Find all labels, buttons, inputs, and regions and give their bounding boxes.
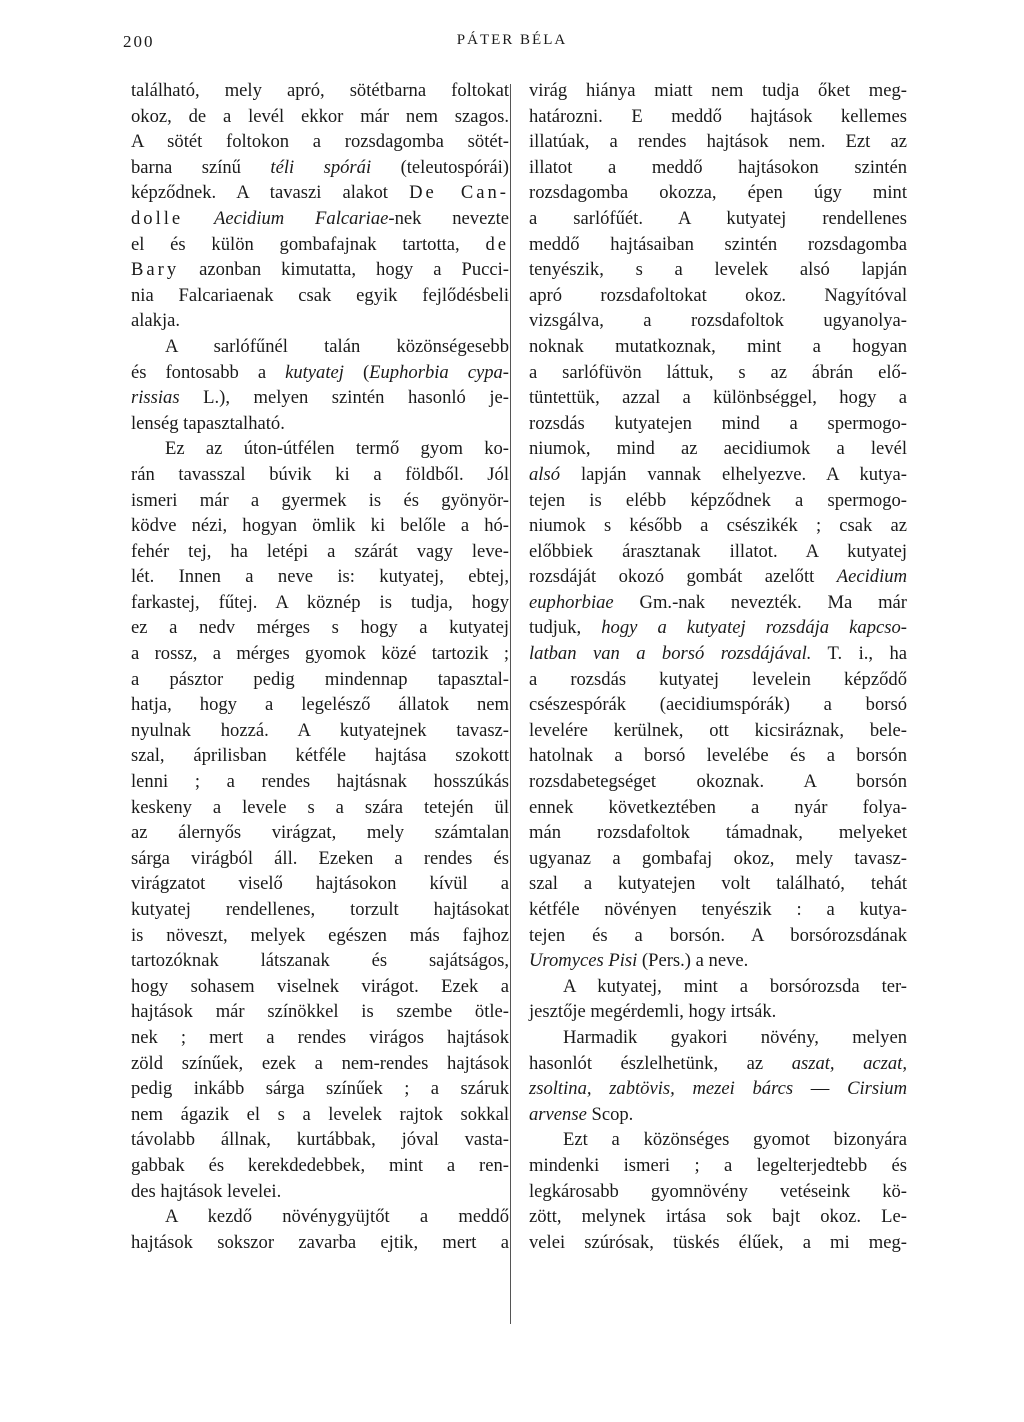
- text-line: [529, 206, 907, 232]
- text-segment: szal, áprilisban kétféle hajtása szokott: [131, 745, 509, 767]
- text-line: [131, 283, 509, 309]
- text-segment: vizsgálva, a rozsdafoltok ugyanolya-: [529, 310, 907, 332]
- text-segment: niumok s később a csészikék ; csak az: [529, 515, 907, 537]
- text-line: [131, 206, 509, 232]
- text-segment: (teleutospórái): [371, 156, 509, 178]
- text-segment: hajtások sokszor zavarba ejtik, mert a: [131, 1231, 509, 1253]
- left-text-column: [131, 78, 509, 1255]
- text-line: [131, 411, 509, 437]
- text-segment: csészespórák (aecidiumspórák) a borsó: [529, 694, 907, 716]
- text-segment: (: [343, 361, 370, 383]
- text-segment: L.), melyen szintén hasonló je-: [179, 387, 509, 409]
- text-segment: lapján vannak elhelyezve. A kutya-: [560, 463, 907, 485]
- text-line: [529, 180, 907, 206]
- text-line: [529, 1102, 907, 1128]
- text-line: [529, 385, 907, 411]
- text-segment: is növeszt, melyek egészen más fajhoz: [131, 924, 509, 946]
- text-segment: apró rozsdafoltokat okoz. Nagyítóval: [529, 284, 907, 306]
- text-segment: (Pers.) a neve.: [637, 950, 749, 972]
- text-line: [131, 1102, 509, 1128]
- italic-term: latban van a borsó rozsdájával.: [529, 643, 812, 665]
- text-segment: határozni. E meddő hajtások kellemes: [529, 105, 907, 127]
- text-line: [131, 1051, 509, 1077]
- text-segment: tejen és a borsón. A borsórozsdának: [529, 924, 907, 946]
- text-line: [529, 129, 907, 155]
- text-line: [131, 129, 509, 155]
- text-segment: azonban kimutatta, hogy a Pucci-: [179, 259, 509, 281]
- text-line: [529, 1051, 907, 1077]
- text-line: [131, 1153, 509, 1179]
- text-segment: tenyészik, s a levelek alsó lapján: [529, 259, 907, 281]
- text-segment: hasonlót észlelhetünk, az: [529, 1052, 792, 1074]
- text-line: [529, 743, 907, 769]
- text-line: [131, 641, 509, 667]
- text-line: [529, 1025, 907, 1051]
- text-line: [529, 436, 907, 462]
- italic-term: Uromyces Pisi: [529, 950, 638, 972]
- text-segment: De Can-: [409, 182, 509, 204]
- italic-term: Euphorbia cypa-: [369, 361, 509, 383]
- text-line: [529, 923, 907, 949]
- column-divider: [510, 84, 511, 1324]
- text-line: [131, 564, 509, 590]
- text-line: [131, 539, 509, 565]
- text-line: [131, 667, 509, 693]
- italic-term: rissias: [131, 387, 180, 409]
- text-segment: ennek következtében a nyár folya-: [529, 796, 907, 818]
- text-line: [131, 1179, 509, 1205]
- text-segment: rozsdáját okozó gombát azelőtt: [529, 566, 837, 588]
- text-segment: A sötét foltokon a rozsdagomba sötét-: [131, 131, 509, 153]
- text-segment: a pásztor pedig mindennap tapasztal-: [131, 668, 509, 690]
- italic-term: Cirsium: [847, 1078, 907, 1100]
- text-line: [131, 155, 509, 181]
- text-line: [529, 667, 907, 693]
- text-line: [529, 641, 907, 667]
- italic-term: arvense: [529, 1103, 587, 1125]
- text-segment: virág hiánya miatt nem tudja őket meg-: [529, 80, 907, 101]
- text-line: [131, 718, 509, 744]
- text-segment: barna színű: [131, 156, 271, 178]
- text-segment: illatot a meddő hajtásokon szintén: [529, 156, 907, 178]
- text-segment: Bary: [131, 259, 180, 281]
- text-line: [131, 948, 509, 974]
- text-line: [131, 846, 509, 872]
- text-line: [131, 360, 509, 386]
- text-line: [131, 1127, 509, 1153]
- text-line: [529, 795, 907, 821]
- text-segment: hajtások már színökkel is szembe ötle-: [131, 1001, 509, 1023]
- text-segment: keskeny a levele s a szára tetején ül: [131, 796, 509, 818]
- italic-term: alsó: [529, 463, 560, 485]
- text-segment: fehér tej, ha letépi a szárát vagy leve-: [131, 540, 509, 562]
- text-line: [529, 820, 907, 846]
- text-segment: ködve nézi, hogyan ömlik ki belőle a hó-: [131, 515, 509, 537]
- text-line: [131, 385, 509, 411]
- text-line: [131, 232, 509, 258]
- text-segment: lenség tapasztalható.: [131, 412, 285, 434]
- text-segment: az álernyős virágzat, mely számtalan: [131, 822, 509, 844]
- text-line: [529, 257, 907, 283]
- text-line: [131, 1025, 509, 1051]
- text-line: [131, 1230, 509, 1256]
- text-line: [529, 1230, 907, 1256]
- text-segment: hatolnak a borsó levelébe és a borsón: [529, 745, 907, 767]
- text-segment: [183, 208, 214, 229]
- text-line: [131, 795, 509, 821]
- text-segment: —: [793, 1078, 848, 1100]
- text-line: [529, 1204, 907, 1230]
- text-segment: kutyatej rendellenes, torzult hajtásokat: [131, 899, 509, 920]
- text-segment: távolabb állnak, kurtábbak, jóval vasta-: [131, 1129, 509, 1151]
- text-segment: noknak mutatkoznak, mint a hogyan: [529, 335, 907, 357]
- text-segment: mán rozsdafoltok támadnak, melyeket: [529, 822, 907, 844]
- text-line: [131, 692, 509, 718]
- text-segment: farkastej, fűtej. A köznép is tudja, hogy: [131, 591, 509, 613]
- text-segment: tejen is elébb képződnek a spermogo-: [529, 489, 907, 511]
- text-line: [529, 155, 907, 181]
- italic-term: Aecidium: [836, 566, 907, 588]
- text-segment: nyulnak hozzá. A kutyatejnek tavasz-: [131, 719, 509, 741]
- text-line: [529, 539, 907, 565]
- text-line: [131, 743, 509, 769]
- text-segment: képződnek. A tavaszi alakot: [131, 182, 410, 204]
- text-line: [131, 999, 509, 1025]
- text-segment: T. i., ha: [811, 643, 907, 665]
- text-line: [131, 820, 509, 846]
- text-line: [529, 718, 907, 744]
- text-segment: a sarlófüvön láttuk, s az ábrán elő-: [529, 361, 907, 383]
- text-line: [131, 769, 509, 795]
- text-line: [529, 411, 907, 437]
- text-line: [131, 923, 509, 949]
- text-line: [529, 462, 907, 488]
- text-line: [529, 590, 907, 616]
- text-line: [529, 974, 907, 1000]
- text-line: [529, 615, 907, 641]
- text-line: [131, 974, 509, 1000]
- text-segment: zött, melynek irtása sok bajt okoz. Le-: [529, 1206, 907, 1228]
- page-number: 200: [123, 32, 155, 51]
- text-segment: lét. Innen a neve is: kutyatej, ebtej,: [131, 566, 509, 588]
- italic-term: téli spórái: [270, 156, 372, 178]
- text-line: [529, 308, 907, 334]
- text-line: [131, 1076, 509, 1102]
- text-line: [529, 283, 907, 309]
- text-segment: és fontosabb a: [131, 361, 286, 383]
- text-segment: található, mely apró, sötétbarna foltokat: [131, 80, 509, 101]
- text-line: [529, 1076, 907, 1102]
- text-line: [529, 232, 907, 258]
- text-segment: a sarlófűét. A kutyatej rendellenes: [529, 207, 907, 229]
- text-line: [529, 897, 907, 923]
- text-segment: kétféle növényen tenyészik : a kutya-: [529, 899, 907, 920]
- text-line: [529, 948, 907, 974]
- text-line: [131, 180, 509, 206]
- text-segment: jesztője megérdemli, hogy irtsák.: [529, 1001, 777, 1023]
- text-line: [529, 999, 907, 1025]
- text-line: [131, 897, 509, 923]
- text-segment: tüntettük, azzal a különbséggel, hogy a: [529, 387, 907, 409]
- text-segment: sárga virágból áll. Ezeken a rendes és: [131, 847, 509, 869]
- text-segment: ez a nedv mérges s hogy a kutyatej: [131, 617, 509, 639]
- text-segment: nia Falcariaenak csak egyik fejlődésbeli: [131, 284, 509, 306]
- text-line: [131, 257, 509, 283]
- page-header: [0, 32, 1024, 56]
- text-segment: -nek nevezte: [388, 207, 509, 229]
- text-segment: meddő hajtásaiban szintén rozsdagomba: [529, 233, 907, 255]
- italic-term: zsoltina, zabtövis, mezei bárcs: [529, 1078, 794, 1100]
- text-segment: A kezdő növénygyüjtőt a meddő: [165, 1206, 509, 1228]
- italic-term: aszat, aczat,: [791, 1052, 907, 1074]
- text-line: [131, 104, 509, 130]
- text-line: [529, 360, 907, 386]
- text-segment: Gm.-nak nevezték. Ma már: [613, 591, 907, 613]
- text-segment: okoz, de a levél ekkor már nem szagos.: [131, 105, 509, 127]
- text-segment: A kutyatej, mint a borsórozsda ter-: [563, 975, 907, 997]
- text-line: [131, 436, 509, 462]
- text-segment: Harmadik gyakori növény, melyen: [563, 1026, 907, 1048]
- text-segment: zöld színűek, ezek a nem-rendes hajtások: [131, 1052, 509, 1074]
- text-line: [529, 334, 907, 360]
- text-line: [131, 78, 509, 104]
- text-segment: tudjuk,: [529, 617, 602, 639]
- text-line: [529, 513, 907, 539]
- text-segment: legkárosabb gyomnövény vetéseink kö-: [529, 1180, 907, 1202]
- text-segment: gabbak és kerekdedebbek, mint a ren-: [131, 1154, 509, 1176]
- text-line: [131, 334, 509, 360]
- text-segment: A sarlófűnél talán közönségesebb: [165, 335, 509, 357]
- text-segment: velei szúrósak, tüskés élűek, a mi meg-: [529, 1231, 907, 1253]
- text-segment: el és külön gombafajnak tartotta,: [131, 233, 486, 255]
- text-segment: szal a kutyatejen volt található, tehát: [529, 873, 907, 895]
- text-segment: Ezt a közönséges gyomot bizonyára: [563, 1129, 907, 1151]
- text-segment: mindenki ismeri ; a legelterjedtebb és: [529, 1154, 907, 1176]
- text-segment: előbbiek árasztanak illatot. A kutyatej: [529, 540, 907, 562]
- text-line: [131, 1204, 509, 1230]
- text-segment: alakja.: [131, 310, 181, 332]
- italic-term: Aecidium Falcariae: [214, 207, 389, 229]
- right-text-column: [529, 78, 907, 1255]
- text-segment: niumok, mind az aecidiumok a levél: [529, 438, 907, 460]
- text-segment: de: [485, 233, 509, 255]
- text-segment: Scop.: [586, 1103, 634, 1125]
- text-segment: rozsdás kutyatejen mind a spermogo-: [529, 412, 907, 434]
- text-line: [529, 488, 907, 514]
- text-line: [131, 871, 509, 897]
- text-line: [131, 462, 509, 488]
- text-segment: rozsdagomba okozza, épen úgy mint: [529, 182, 907, 204]
- italic-term: euphorbiae: [529, 591, 614, 613]
- text-segment: levelére kerülnek, ott kicsiráznak, bele-: [529, 719, 907, 741]
- text-line: [529, 564, 907, 590]
- text-line: [529, 1127, 907, 1153]
- text-line: [131, 308, 509, 334]
- text-segment: rozsdabetegséget okoznak. A borsón: [529, 771, 907, 793]
- text-segment: ismeri már a gyermek is és gyönyör-: [131, 489, 509, 511]
- text-segment: dolle: [131, 207, 184, 229]
- text-segment: des hajtások levelei.: [131, 1180, 282, 1202]
- text-line: [529, 846, 907, 872]
- text-line: [529, 769, 907, 795]
- italic-term: hogy a kutyatej rozsdája kapcso-: [601, 617, 907, 639]
- text-segment: hatja, hogy a legelésző állatok nem: [131, 694, 509, 716]
- text-line: [529, 1179, 907, 1205]
- text-segment: nem ágazik el s a levelek rajtok sokkal: [131, 1103, 509, 1125]
- text-line: [529, 692, 907, 718]
- text-line: [131, 615, 509, 641]
- text-line: [131, 488, 509, 514]
- text-segment: illatúak, a rendes hajtások nem. Ezt az: [529, 131, 907, 153]
- text-segment: a rossz, a mérges gyomok közé tartozik ;: [131, 643, 509, 665]
- text-segment: a rozsdás kutyatej levelein képződő: [529, 668, 907, 690]
- text-segment: hogy sohasem viselnek virágot. Ezek a: [131, 975, 509, 997]
- running-head: PÁTER BÉLA: [456, 32, 568, 48]
- italic-term: kutyatej: [285, 361, 344, 383]
- text-line: [131, 590, 509, 616]
- text-line: [529, 78, 907, 104]
- text-segment: nek ; mert a rendes virágos hajtások: [131, 1026, 509, 1048]
- text-segment: ugyanaz a gombafaj okoz, mely tavasz-: [529, 847, 907, 869]
- text-segment: virágzatot viselő hajtásokon kívül a: [131, 873, 509, 895]
- text-segment: lenni ; a rendes hajtásnak hosszúkás: [131, 771, 509, 793]
- text-segment: rán tavasszal búvik ki a földből. Jól: [131, 463, 509, 485]
- text-segment: pedig inkább sárga színűek ; a száruk: [131, 1078, 509, 1100]
- text-line: [529, 104, 907, 130]
- text-segment: Ez az úton-útfélen termő gyom ko-: [165, 438, 509, 460]
- text-segment: tartozóknak látszanak és sajátságos,: [131, 950, 509, 972]
- text-line: [529, 871, 907, 897]
- text-line: [131, 513, 509, 539]
- text-line: [529, 1153, 907, 1179]
